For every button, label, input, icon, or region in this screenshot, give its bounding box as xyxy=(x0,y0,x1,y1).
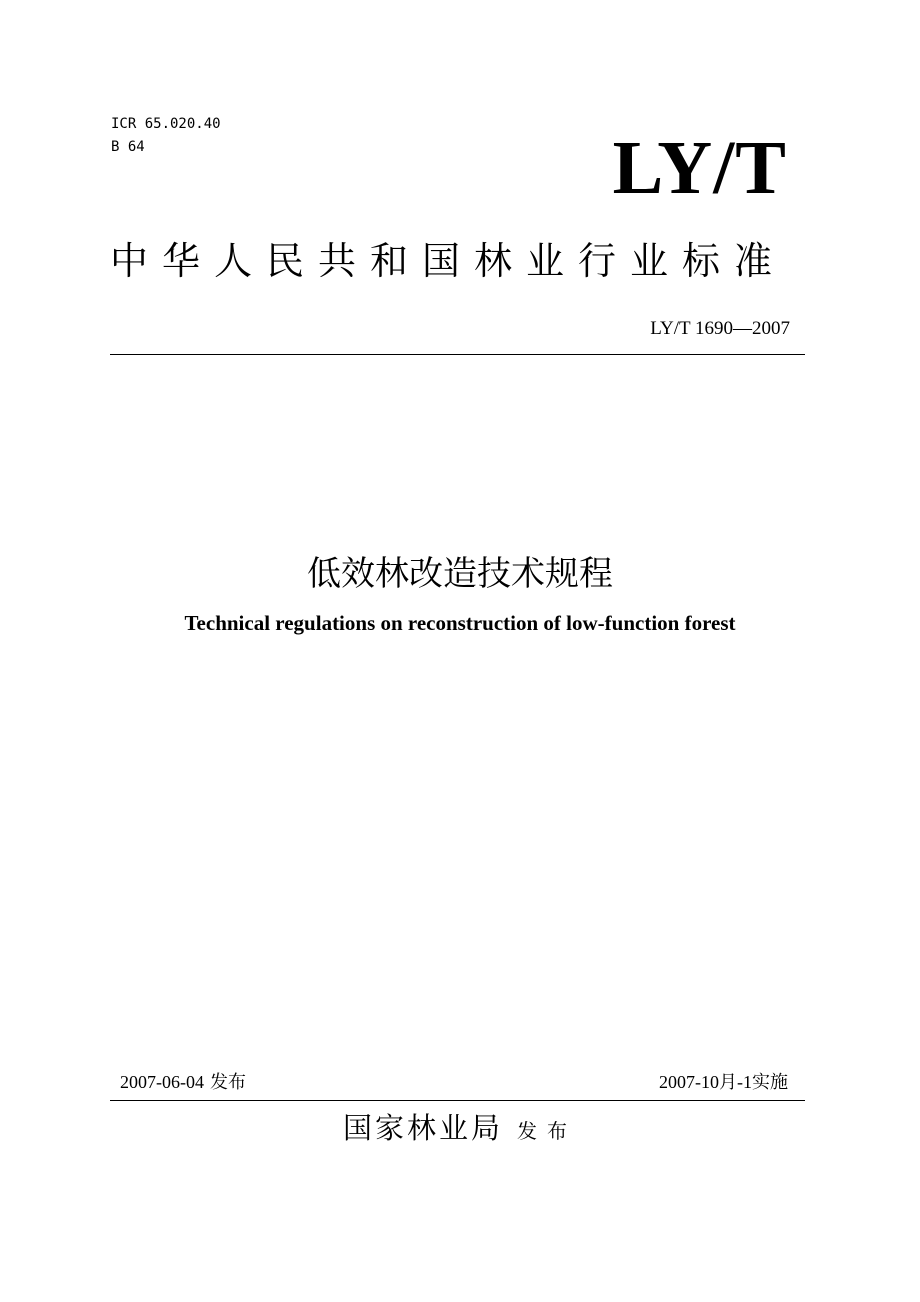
publisher-name: 国家林业局 xyxy=(342,1111,503,1145)
bottom-divider xyxy=(110,1100,805,1101)
implement-date-line xyxy=(659,1070,788,1095)
implement-date: 2007-10月-1 xyxy=(659,1072,752,1092)
top-divider xyxy=(110,354,805,355)
implement-label: 实施 xyxy=(752,1072,788,1093)
standard-number: LY/T 1690—2007 xyxy=(650,318,790,339)
publisher-action: 发布 xyxy=(517,1119,577,1143)
publisher-line xyxy=(0,1108,920,1151)
issue-date: 2007-06-04 xyxy=(120,1072,204,1092)
ccs-code: B 64 xyxy=(111,139,145,155)
issue-date-line xyxy=(120,1070,246,1095)
standard-organization: 中华人民共和国林业行业标准 xyxy=(110,239,787,283)
issue-label: 发布 xyxy=(210,1072,246,1093)
document-title-english: Technical regulations on reconstruction of low-function forest xyxy=(184,611,736,635)
standard-mark: LY/T xyxy=(612,126,787,210)
document-title-chinese: 低效林改造技术规程 xyxy=(307,554,613,594)
ics-code: ICR 65.020.40 xyxy=(111,116,221,132)
